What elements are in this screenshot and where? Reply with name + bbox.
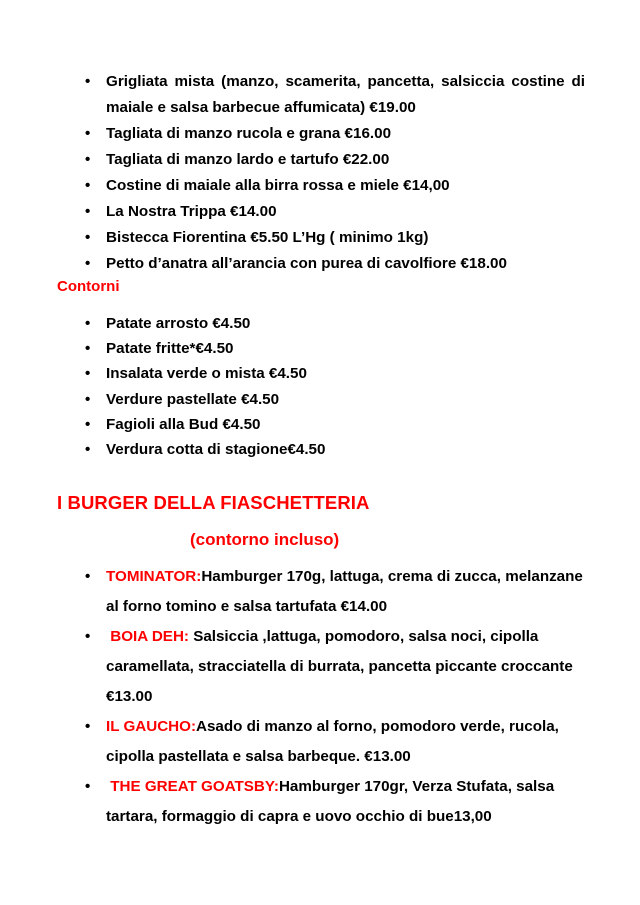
contorni-heading: Contorni <box>57 278 120 295</box>
menu-item-text: Grigliata mista (manzo, scamerita, pancetta, salsiccia costine di maiale e salsa barbecue affumicata) €19.00 <box>106 73 585 116</box>
menu-item <box>77 336 497 361</box>
menu-item <box>77 437 497 462</box>
menu-item <box>77 173 585 199</box>
menu-item-text: La Nostra Trippa €14.00 <box>106 203 277 220</box>
burger-description: Hamburger 170g, lattuga, crema di zucca, melanzane al forno tomino e salsa tartufata €14.00 <box>106 568 583 615</box>
burger-item <box>77 712 589 772</box>
burger-section-subheading: (contorno incluso) <box>190 530 340 549</box>
menu-item <box>77 361 497 386</box>
burger-name: BOIA DEH: <box>106 628 194 645</box>
menu-item <box>77 412 497 437</box>
menu-item-text: Tagliata di manzo lardo e tartufo €22.00 <box>106 151 390 168</box>
menu-item-text: Verdura cotta di stagione€4.50 <box>106 441 326 459</box>
menu-item-text: Bistecca Fiorentina €5.50 L’Hg ( minimo 1kg) <box>106 229 429 246</box>
menu-item <box>77 121 585 147</box>
burger-item <box>77 622 589 712</box>
secondi-list <box>77 69 585 277</box>
menu-item-text: Petto d’anatra all’arancia con purea di cavolfiore €18.00 <box>106 255 507 272</box>
burger-list <box>77 562 589 832</box>
menu-item-text: Tagliata di manzo rucola e grana €16.00 <box>106 125 392 142</box>
menu-item <box>77 251 585 277</box>
menu-item <box>77 69 585 121</box>
menu-item <box>77 225 585 251</box>
burger-description: Salsiccia ,lattuga, pomodoro, salsa noci, cipolla caramellata, stracciatella di burrata, pancetta piccante croccante €13.00 <box>106 628 573 705</box>
burger-item <box>77 772 589 832</box>
burger-name: IL GAUCHO: <box>106 718 196 735</box>
menu-item <box>77 199 585 225</box>
menu-item-text: Fagioli alla Bud €4.50 <box>106 415 261 433</box>
menu-item <box>77 147 585 173</box>
burger-section-heading: I BURGER DELLA FIASCHETTERIA <box>57 492 370 513</box>
menu-item-text: Insalata verde o mista €4.50 <box>106 365 307 383</box>
burger-name: THE GREAT GOATSBY: <box>106 778 279 795</box>
burger-description: Hamburger 170gr, Verza Stufata, salsa tartara, formaggio di capra e uovo occhio di bue13,00 <box>106 778 555 825</box>
burger-description: Asado di manzo al forno, pomodoro verde, rucola, cipolla pastellata e salsa barbeque. €13.00 <box>106 718 559 765</box>
contorni-list <box>77 311 497 462</box>
menu-item-text: Verdure pastellate €4.50 <box>106 390 280 408</box>
menu-item-text: Patate arrosto €4.50 <box>106 315 251 332</box>
menu-item-text: Patate fritte*€4.50 <box>106 340 234 358</box>
burger-name: TOMINATOR: <box>106 568 202 585</box>
menu-item-text: Costine di maiale alla birra rossa e miele €14,00 <box>106 177 450 194</box>
menu-item <box>77 387 497 412</box>
burger-item <box>77 562 589 622</box>
menu-item <box>77 311 497 336</box>
